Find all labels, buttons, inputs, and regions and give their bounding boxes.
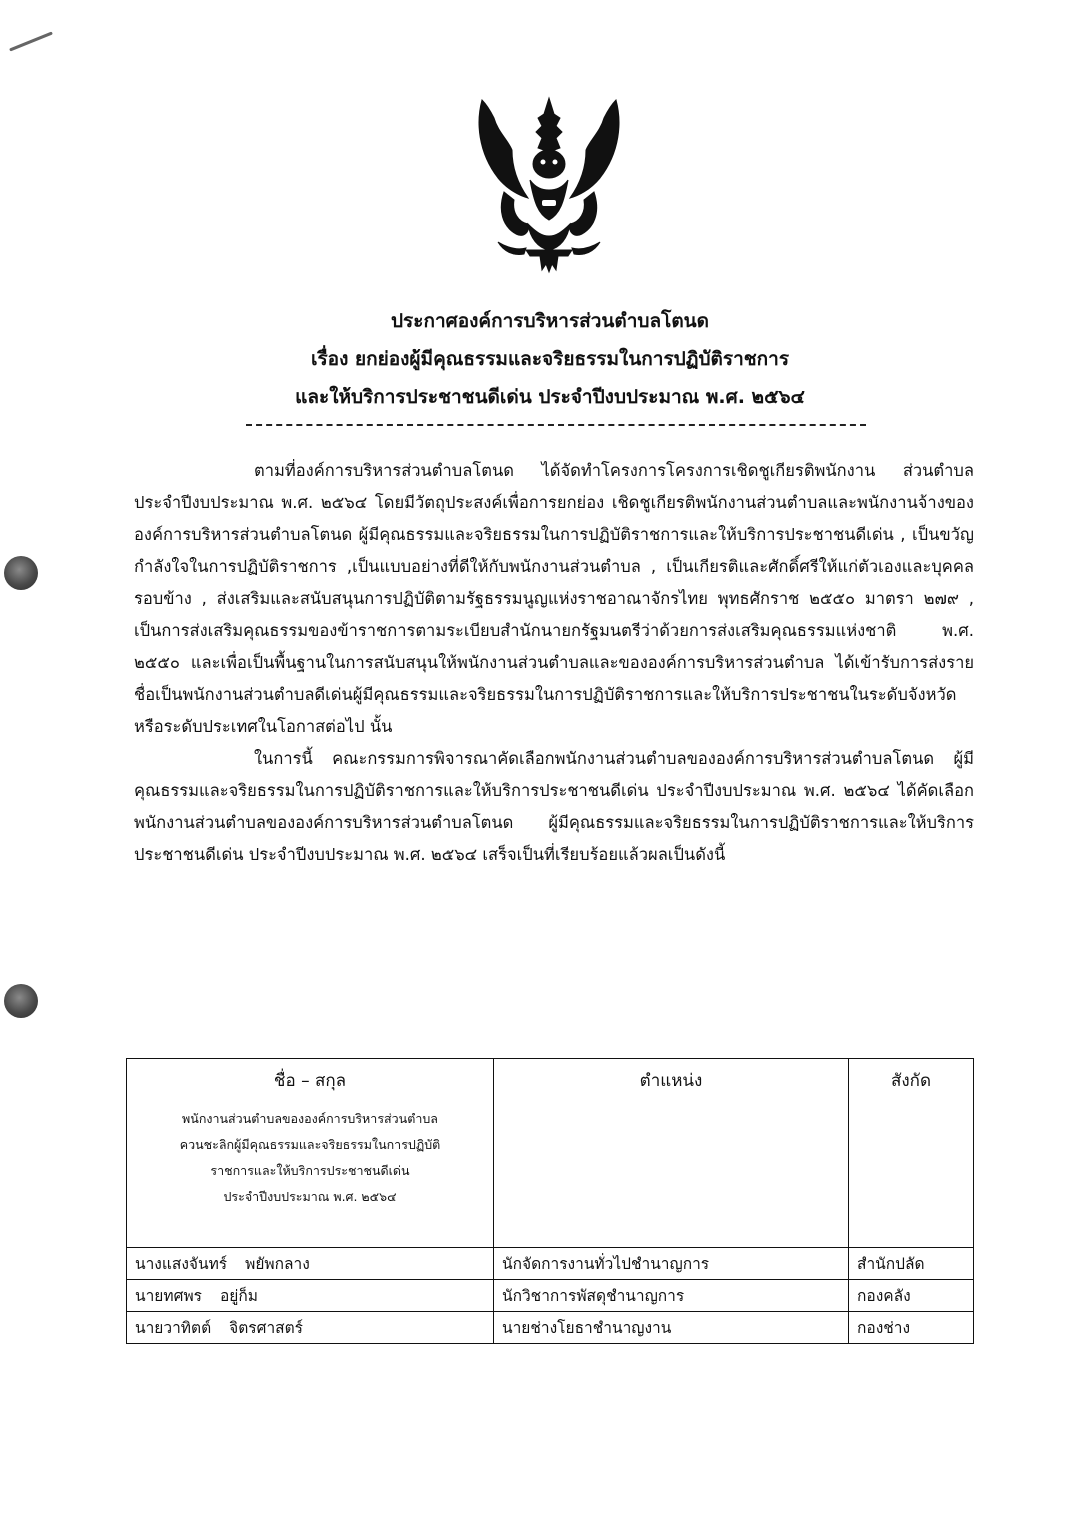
cell-name [127, 1248, 494, 1280]
title-line-1: ประกาศองค์การบริหารส่วนตำบลโตนด [391, 310, 709, 332]
table-row [127, 1312, 974, 1344]
table-header-row [127, 1059, 974, 1248]
dashed-divider [246, 424, 866, 426]
last-name: อยู่ก็ม [219, 1287, 258, 1305]
paragraph-2: ในการนี้ คณะกรรมการพิจารณาคัดเลือกพนักงานส่วนตำบลขององค์การบริหารส่วนตำบลโตนด ผู้มีคุณธรรมและจริยธรรมในการปฏิบัติราชการและให้บริการประชาชนดีเด่น ประจำปีงบประมาณ พ.ศ. ๒๕๖๔ ได้คัดเลือกพนักงานส่วนตำบลขององค์การบริหารส่วนตำบลโตนด ผู้มีคุณธรรมและจริยธรรมในการปฏิบัติราชการและให้บริการประชาชนดีเด่น ประจำปีงบประมาณ พ.ศ. ๒๕๖๔ เสร็จเป็นที่เรียบร้อยแล้วผลเป็นดังนี้ [134, 749, 974, 864]
cell-position: นักวิชาการพัสดุชำนาญการ [494, 1280, 849, 1312]
header-position: ตำแหน่ง [494, 1059, 849, 1248]
cell-unit: สำนักปลัด [849, 1248, 974, 1280]
first-name: นายวาทิตต์ [135, 1319, 212, 1337]
cell-position: นักจัดการงานทั่วไปชำนาญการ [494, 1248, 849, 1280]
table-row [127, 1248, 974, 1280]
announcement-title [120, 302, 980, 416]
header-unit: สังกัด [849, 1059, 974, 1248]
header-name-sub-4: ประจำปีงบประมาณ พ.ศ. ๒๕๖๔ [223, 1189, 397, 1204]
table-row [127, 1280, 974, 1312]
cell-position: นายช่างโยธาชำนาญงาน [494, 1312, 849, 1344]
cell-unit: กองช่าง [849, 1312, 974, 1344]
paragraph-1: ตามที่องค์การบริหารส่วนตำบลโตนด ได้จัดทำโครงการโครงการเชิดชูเกียรติพนักงาน ส่วนตำบล ประจำปีงบประมาณ พ.ศ. ๒๕๖๔ โดยมีวัตถุประสงค์เพื่อการยกย่อง เชิดชูเกียรติพนักงานส่วนตำบลและพนักงานจ้างขององค์การบริหารส่วนตำบลโตนด ผู้มีคุณธรรมและจริยธรรมในการปฏิบัติราชการและให้บริการประชาชนดีเด่น , เป็นขวัญกำลังใจในการปฏิบัติราชการ ,เป็นแบบอย่างที่ดีให้กับพนักงานส่วนตำบล , เป็นเกียรติและศักดิ์ศรีให้แก่ตัวเองและบุคคลรอบข้าง , ส่งเสริมและสนับสนุนการปฏิบัติตามรัฐธรรมนูญแห่งราชอาณาจักรไทย พุทธศักราช ๒๕๕๐ มาตรา ๒๗๙ , เป็นการส่งเสริมคุณธรรมของข้าราชการตามระเบียบสำนักนายกรัฐมนตรีว่าด้วยการส่งเสริมคุณธรรมแห่งชาติ พ.ศ. ๒๕๕๐ และเพื่อเป็นพื้นฐานในการสนับสนุนให้พนักงานส่วนตำบลและขององค์การบริหารส่วนตำบล ได้เข้ารับการส่งรายชื่อเป็นพนักงานส่วนตำบลดีเด่นผู้มีคุณธรรมและจริยธรรมในการปฏิบัติราชการและให้บริการประชาชนในระดับจังหวัดหรือระดับประเทศในโอกาสต่อไป นั้น [134, 461, 974, 736]
title-line-2: เรื่อง ยกย่องผู้มีคุณธรรมและจริยธรรมในการปฏิบัติราชการ [310, 348, 790, 370]
garuda-emblem-icon [468, 92, 630, 274]
last-name: พยัพกลาง [245, 1255, 310, 1273]
cell-unit: กองคลัง [849, 1280, 974, 1312]
title-line-3: และให้บริการประชาชนดีเด่น ประจำปีงบประมาณ พ.ศ. ๒๕๖๔ [295, 386, 805, 408]
binder-hole-bottom [4, 984, 38, 1018]
header-name-sub-3: ราชการและให้บริการประชาชนดีเด่น [210, 1163, 410, 1178]
header-name-sub-1: พนักงานส่วนตำบลขององค์การบริหารส่วนตำบล [182, 1111, 438, 1126]
binder-hole-top [4, 556, 38, 590]
announcement-body [134, 455, 974, 871]
header-name [127, 1059, 494, 1248]
cell-name [127, 1280, 494, 1312]
header-name-sub-2: ควนชะลิกผู้มีคุณธรรมและจริยธรรมในการปฏิบัติ [179, 1137, 441, 1152]
scan-pen-mark [9, 31, 53, 51]
awardees-table [126, 1058, 974, 1344]
header-name-label: ชื่อ – สกุล [273, 1071, 347, 1091]
first-name: นางแสงจันทร์ [135, 1255, 228, 1273]
first-name: นายทศพร [135, 1287, 202, 1305]
last-name: จิตรศาสตร์ [229, 1319, 304, 1337]
cell-name [127, 1312, 494, 1344]
